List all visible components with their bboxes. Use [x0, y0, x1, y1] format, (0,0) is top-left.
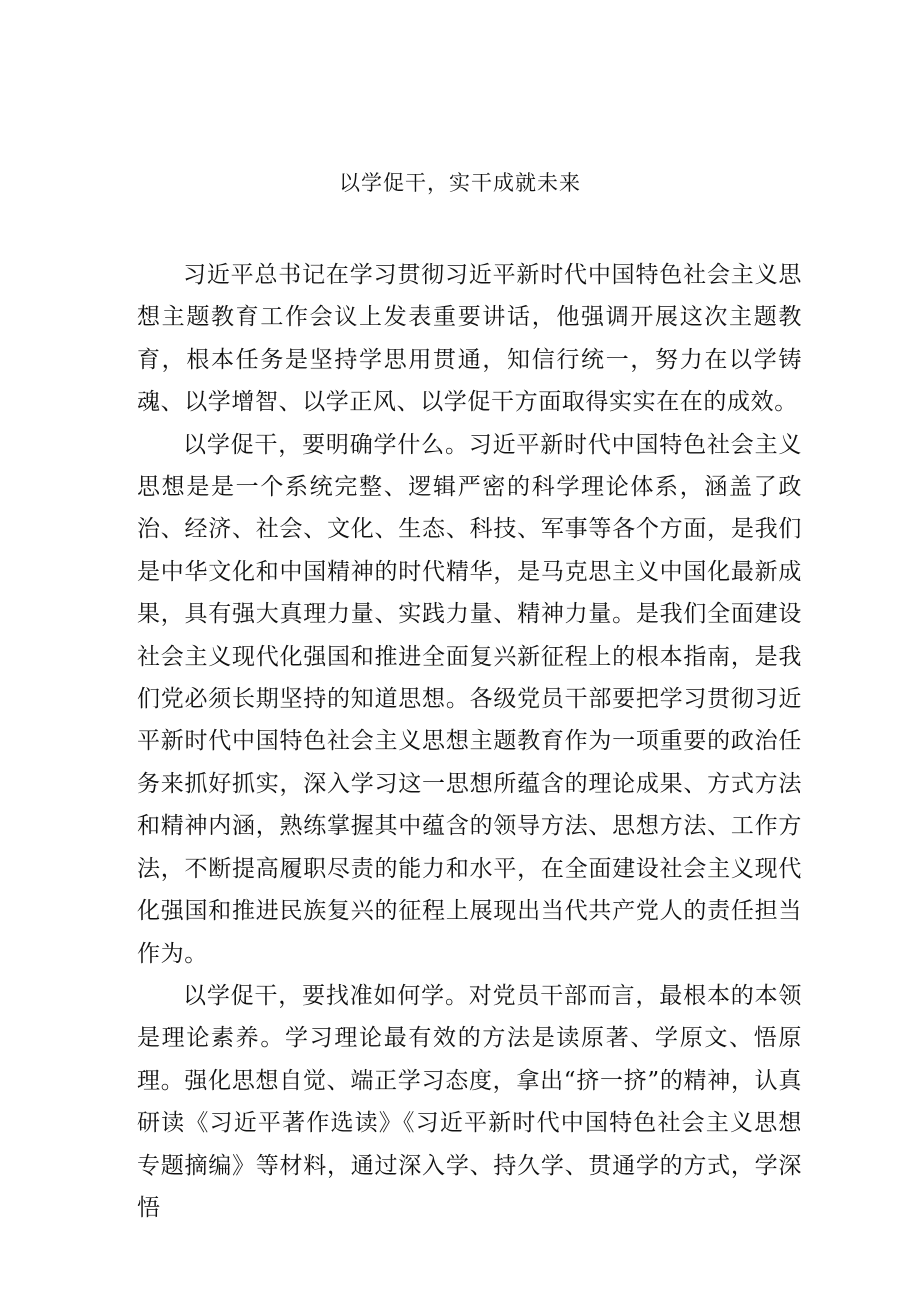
document-body: [137, 254, 802, 1229]
paragraph-1: 习近平总书记在学习贯彻习近平新时代中国特色社会主义思想主题教育工作会议上发表重要讲话，他强调开展这次主题教育，根本任务是坚持学思用贯通，知信行统一，努力在以学铸魂、以学增智、以学正风、以学促干方面取得实实在在的成效。: [137, 262, 802, 416]
paragraph-2: 以学促干，要明确学什么。习近平新时代中国特色社会主义思想是是一个系统完整、逻辑严密的科学理论体系，涵盖了政治、经济、社会、文化、生态、科技、军事等各个方面，是我们是中华文化和中国精神的时代精华，是马克思主义中国化最新成果，具有强大真理力量、实践力量、精神力量。是我们全面建设社会主义现代化强国和推进全面复兴新征程上的根本指南，是我们党必须长期坚持的知道思想。各级党员干部要把学习贯彻习近平新时代中国特色社会主义思想主题教育作为一项重要的政治任务来抓好抓实，深入学习这一思想所蕴含的理论成果、方式方法和精神内涵，熟练掌握其中蕴含的领导方法、思想方法、工作方法，不断提高履职尽责的能力和水平，在全面建设社会主义现代化强国和推进民族复兴的征程上展现出当代共产党人的责任担当作为。: [137, 431, 802, 967]
document-title: 以学促干，实干成就未来: [339, 171, 581, 195]
paragraph-3: 以学促干，要找准如何学。对党员干部而言，最根本的本领是理论素养。学习理论最有效的方法是读原著、学原文、悟原理。强化思想自觉、端正学习态度，拿出“挤一挤”的精神，认真研读《习近平著作选读》《习近平新时代中国特色社会主义思想专题摘编》等材料，通过深入学、持久学、贯通学的方式，学深悟: [137, 982, 802, 1221]
